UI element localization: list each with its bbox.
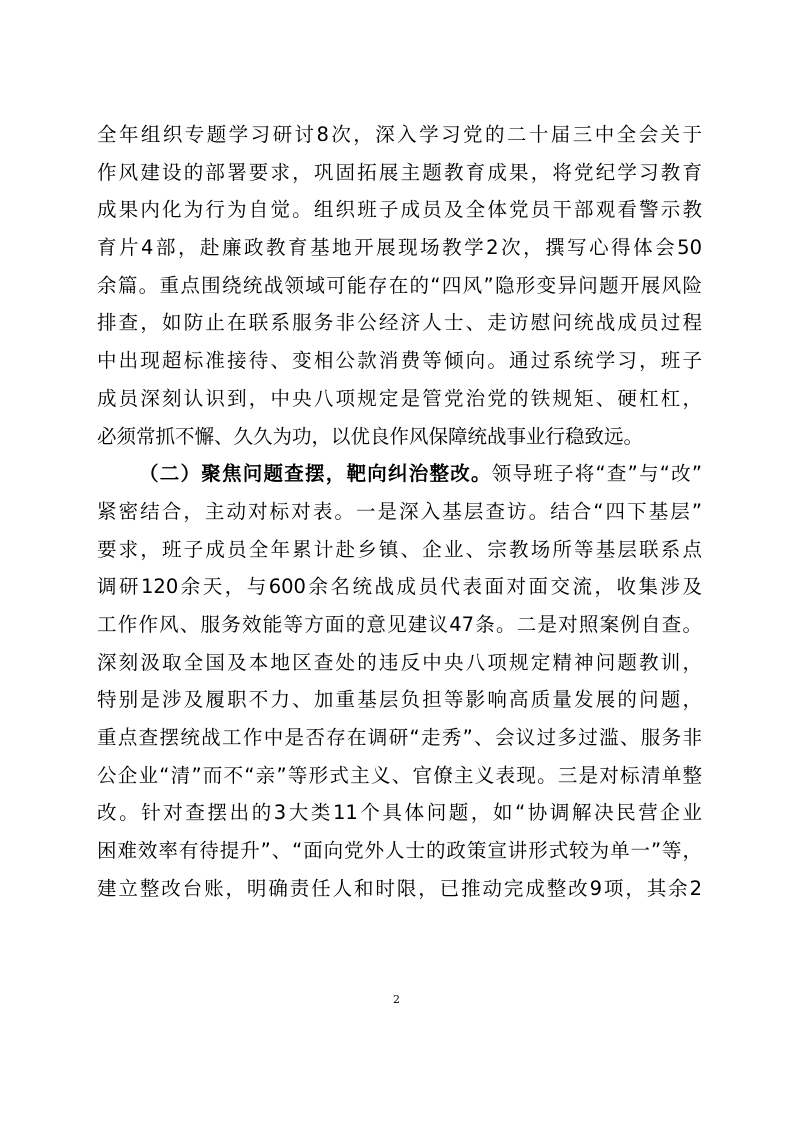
text-line: 深刻汲取全国及本地区查处的违反中央八项规定精神问题教训， [97,650,702,674]
text-line: 特别是涉及履职不力、加重基层负担等影响高质量发展的问题， [97,688,702,712]
text-line: 调研120余天，与600余名统战成员代表面对面交流，收集涉及 [97,575,702,599]
page-number: 2 [393,993,400,1006]
text-line: 建立整改台账，明确责任人和时限，已推动完成整改9项，其余2 [97,876,702,900]
text-line: 工作作风、服务效能等方面的意见建议47条。二是对照案例自查。 [97,612,702,636]
section-heading: （二）聚焦问题查摆，靶向纠治整改。 [139,462,492,486]
section-heading-text: 领导班子将“查”与“改” [491,462,702,486]
text-line: 困难效率有待提升”、“面向党外人士的政策宣讲形式较为单一”等， [97,839,702,863]
body-text [97,116,702,907]
text-line: 余篇。重点围绕统战领域可能存在的“四风”隐形变异问题开展风险 [97,273,702,297]
text-line: 中出现超标准接待、变相公款消费等倾向。通过系统学习，班子 [97,349,702,373]
text-line: 重点查摆统战工作中是否存在调研“走秀”、会议过多过滥、服务非 [97,726,702,749]
text-line: 公企业“清”而不“亲”等形式主义、官僚主义表现。三是对标清单整 [97,763,702,787]
text-line: 全年组织专题学习研讨8次，深入学习党的二十届三中全会关于 [97,123,702,146]
section-heading-line [97,455,702,493]
text-line: 育片4部，赴廉政教育基地开展现场教学2次，撰写心得体会50 [97,236,702,260]
text-line: 作风建设的部署要求，巩固拓展主题教育成果，将党纪学习教育 [97,160,702,184]
text-line: 排查，如防止在联系服务非公经济人士、走访慰问统战成员过程 [97,311,702,335]
text-line: 改。针对查摆出的3大类11个具体问题，如“协调解决民营企业 [97,801,702,825]
text-line: 成果内化为行为自觉。组织班子成员及全体党员干部观看警示教 [97,198,702,222]
text-line: 紧密结合，主动对标对表。一是深入基层查访。结合“四下基层” [97,499,702,523]
text-line: 成员深刻认识到，中央八项规定是管党治党的铁规矩、硬杠杠， [97,386,702,410]
text-line: 要求，班子成员全年累计赴乡镇、企业、宗教场所等基层联系点 [97,537,702,561]
text-line: 必须常抓不懈、久久为功，以优良作风保障统战事业行稳致远。 [97,424,644,448]
